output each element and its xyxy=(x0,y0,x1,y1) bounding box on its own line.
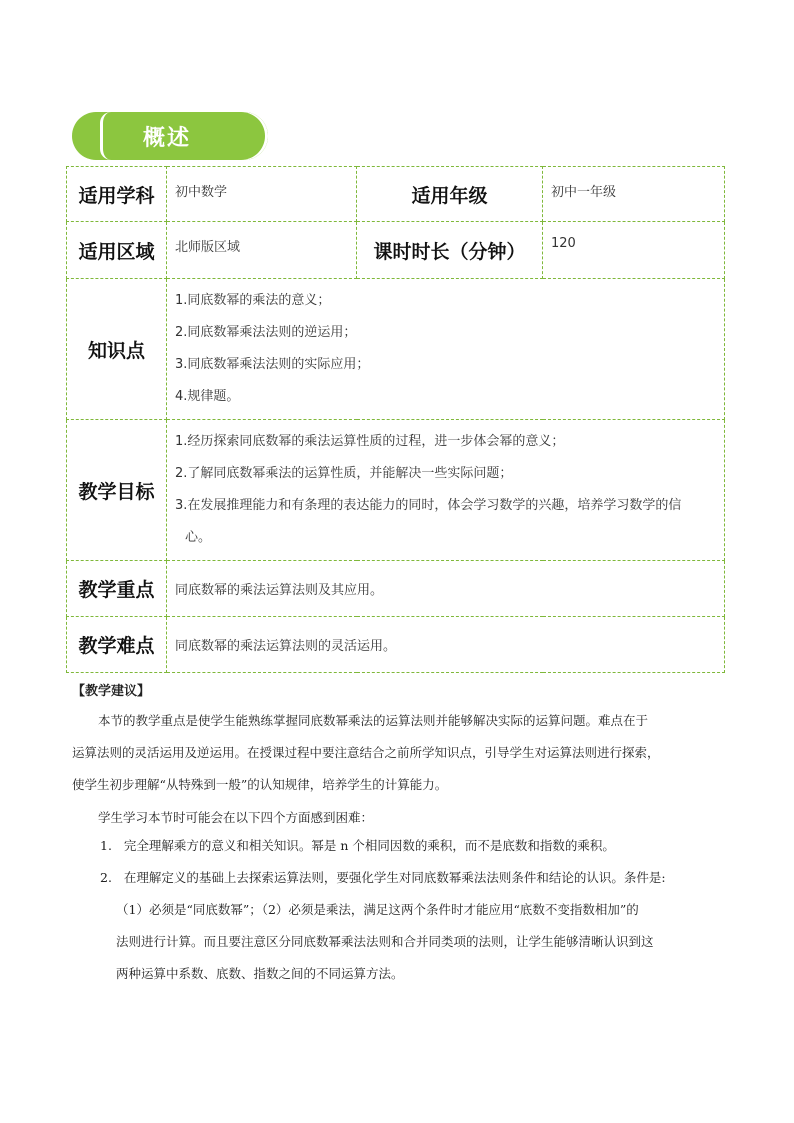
grade-label: 适用年级 xyxy=(357,167,543,222)
region-label: 适用区域 xyxy=(67,222,167,279)
list-item: 1.同底数幂的乘法的意义； xyxy=(175,293,331,308)
paragraph-line: 两种运算中系数、底数、指数之间的不同运算方法。 xyxy=(116,966,404,981)
difficulty-value: 同底数幂的乘法运算法则的灵活运用。 xyxy=(167,617,725,673)
item-number: 1. xyxy=(100,838,112,853)
list-item: 3.在发展推理能力和有条理的表达能力的同时，体会学习数学的兴趣，培养学习数学的信 xyxy=(175,498,682,513)
overview-table xyxy=(66,166,725,673)
list-item xyxy=(72,862,724,894)
list-item: 2.同底数幂乘法法则的逆运用； xyxy=(175,325,357,340)
table-row xyxy=(67,617,725,673)
table-row xyxy=(67,167,725,222)
duration-value: 120 xyxy=(543,222,725,279)
region-value: 北师版区域 xyxy=(167,222,357,279)
focus-label: 教学重点 xyxy=(67,561,167,617)
focus-value: 同底数幂的乘法运算法则及其应用。 xyxy=(167,561,725,617)
paragraph-line: 运算法则的灵活运用及逆运用。在授课过程中要注意结合之前所学知识点，引导学生对运算法则进行探索， xyxy=(72,745,660,760)
goals-list xyxy=(167,420,725,561)
list-item: 3.同底数幂乘法法则的实际应用； xyxy=(175,357,370,372)
table-row xyxy=(67,222,725,279)
paragraph-line: 本节的教学重点是使学生能熟练掌握同底数幂乘法的运算法则并能够解决实际的运算问题。难点在于 xyxy=(98,713,649,728)
duration-label: 课时时长（分钟） xyxy=(357,222,543,279)
table-row xyxy=(67,561,725,617)
goals-label: 教学目标 xyxy=(67,420,167,561)
difficulty-label: 教学难点 xyxy=(67,617,167,673)
knowledge-label: 知识点 xyxy=(67,279,167,420)
advice-paragraph-1 xyxy=(72,705,724,801)
section-title: 概述 xyxy=(143,126,192,151)
list-item xyxy=(72,830,724,862)
advice-title: 【教学建议】 xyxy=(72,684,151,699)
list-item: 4.规律题。 xyxy=(175,389,240,404)
table-row xyxy=(67,279,725,420)
item-text: 完全理解乘方的意义和相关知识。幂是 n 个相同因数的乘积，而不是底数和指数的乘积。 xyxy=(123,838,615,853)
paragraph-line: 使学生初步理解“从特殊到一般”的认知规律，培养学生的计算能力。 xyxy=(72,777,448,792)
paragraph-line: 法则进行计算。而且要注意区分同底数幂乘法法则和合并同类项的法则，让学生能够清晰认识到这 xyxy=(116,934,654,949)
subject-value: 初中数学 xyxy=(167,167,357,222)
list-item: 1.经历探索同底数幂的乘法运算性质的过程，进一步体会幂的意义； xyxy=(175,434,565,449)
advice-item-2 xyxy=(72,862,724,990)
paragraph-line: 学生学习本节时可能会在以下四个方面感到困难： xyxy=(98,810,374,825)
table-row xyxy=(67,420,725,561)
subject-label: 适用学科 xyxy=(67,167,167,222)
item-number: 2. xyxy=(100,870,112,885)
item-text: 在理解定义的基础上去探索运算法则，要强化学生对同底数幂乘法法则条件和结论的认识。条件是: xyxy=(123,870,666,885)
paragraph-line: （1）必须是“同底数幂”；（2）必须是乘法，满足这两个条件时才能应用“底数不变指数相加”的 xyxy=(116,902,639,917)
advice-item-1 xyxy=(72,830,724,862)
grade-value: 初中一年级 xyxy=(543,167,725,222)
knowledge-list xyxy=(167,279,725,420)
list-item: 心。 xyxy=(185,530,212,545)
list-item: 2.了解同底数幂乘法的运算性质，并能解决一些实际问题； xyxy=(175,466,513,481)
